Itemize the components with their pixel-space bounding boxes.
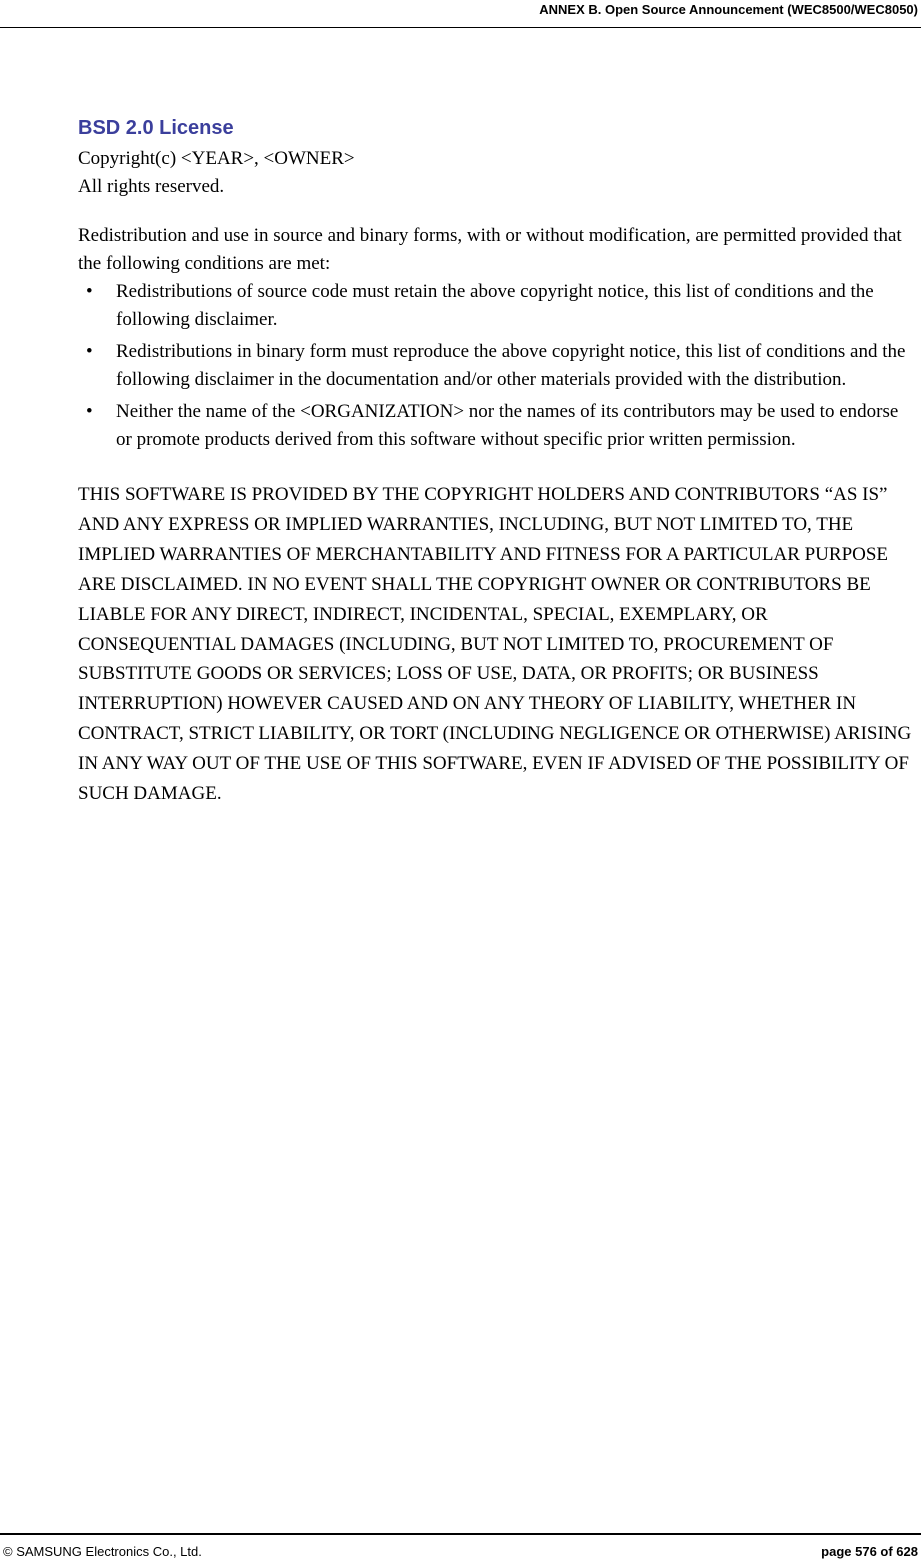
- condition-text: Redistributions in binary form must reproduce the above copyright notice, this list of conditions and the following disclaimer in the documentation and/or other materials provided with the distribution.: [116, 341, 906, 390]
- header-title: ANNEX B. Open Source Announcement (WEC8500/WEC8050): [539, 2, 918, 17]
- section-title: BSD 2.0 License: [78, 117, 234, 139]
- bullet-icon: •: [86, 281, 93, 302]
- intro-paragraph: Redistribution and use in source and binary forms, with or without modification, are permitted provided that the following conditions are met:: [78, 225, 902, 274]
- spacer: [78, 458, 918, 480]
- page-header: [0, 0, 921, 28]
- list-item: [78, 338, 918, 393]
- page-number: page 576 of 628: [821, 1544, 918, 1559]
- spacer: [78, 200, 918, 222]
- copyright-line: Copyright(c) <YEAR>, <OWNER>: [78, 148, 355, 169]
- bullet-icon: •: [86, 341, 93, 362]
- page-footer: [0, 1533, 921, 1567]
- bullet-icon: •: [86, 401, 93, 422]
- conditions-list: [78, 278, 918, 453]
- list-item: [78, 278, 918, 333]
- license-content: [78, 113, 918, 809]
- condition-text: Neither the name of the <ORGANIZATION> nor the names of its contributors may be used to endorse or promote products derived from this software without specific prior written permission.: [116, 401, 899, 450]
- disclaimer-paragraph: THIS SOFTWARE IS PROVIDED BY THE COPYRIGHT HOLDERS AND CONTRIBUTORS “AS IS” AND ANY EXPRESS OR IMPLIED WARRANTIES, INCLUDING, BUT NOT LIMITED TO, THE IMPLIED WARRANTIES OF MERCHANTABILITY AND FITNESS FOR A PARTICULAR PURPOSE ARE DISCLAIMED. IN NO EVENT SHALL THE COPYRIGHT OWNER OR CONTRIBUTORS BE LIABLE FOR ANY DIRECT, INDIRECT, INCIDENTAL, SPECIAL, EXEMPLARY, OR CONSEQUENTIAL DAMAGES (INCLUDING, BUT NOT LIMITED TO, PROCUREMENT OF SUBSTITUTE GOODS OR SERVICES; LOSS OF USE, DATA, OR PROFITS; OR BUSINESS INTERRUPTION) HOWEVER CAUSED AND ON ANY THEORY OF LIABILITY, WHETHER IN CONTRACT, STRICT LIABILITY, OR TORT (INCLUDING NEGLIGENCE OR OTHERWISE) ARISING IN ANY WAY OUT OF THE USE OF THIS SOFTWARE, EVEN IF ADVISED OF THE POSSIBILITY OF SUCH DAMAGE.: [78, 484, 912, 805]
- list-item: [78, 398, 918, 453]
- rights-line: All rights reserved.: [78, 175, 225, 197]
- footer-company: © SAMSUNG Electronics Co., Ltd.: [3, 1544, 202, 1559]
- condition-text: Redistributions of source code must retain the above copyright notice, this list of conditions and the following disclaimer.: [116, 281, 874, 330]
